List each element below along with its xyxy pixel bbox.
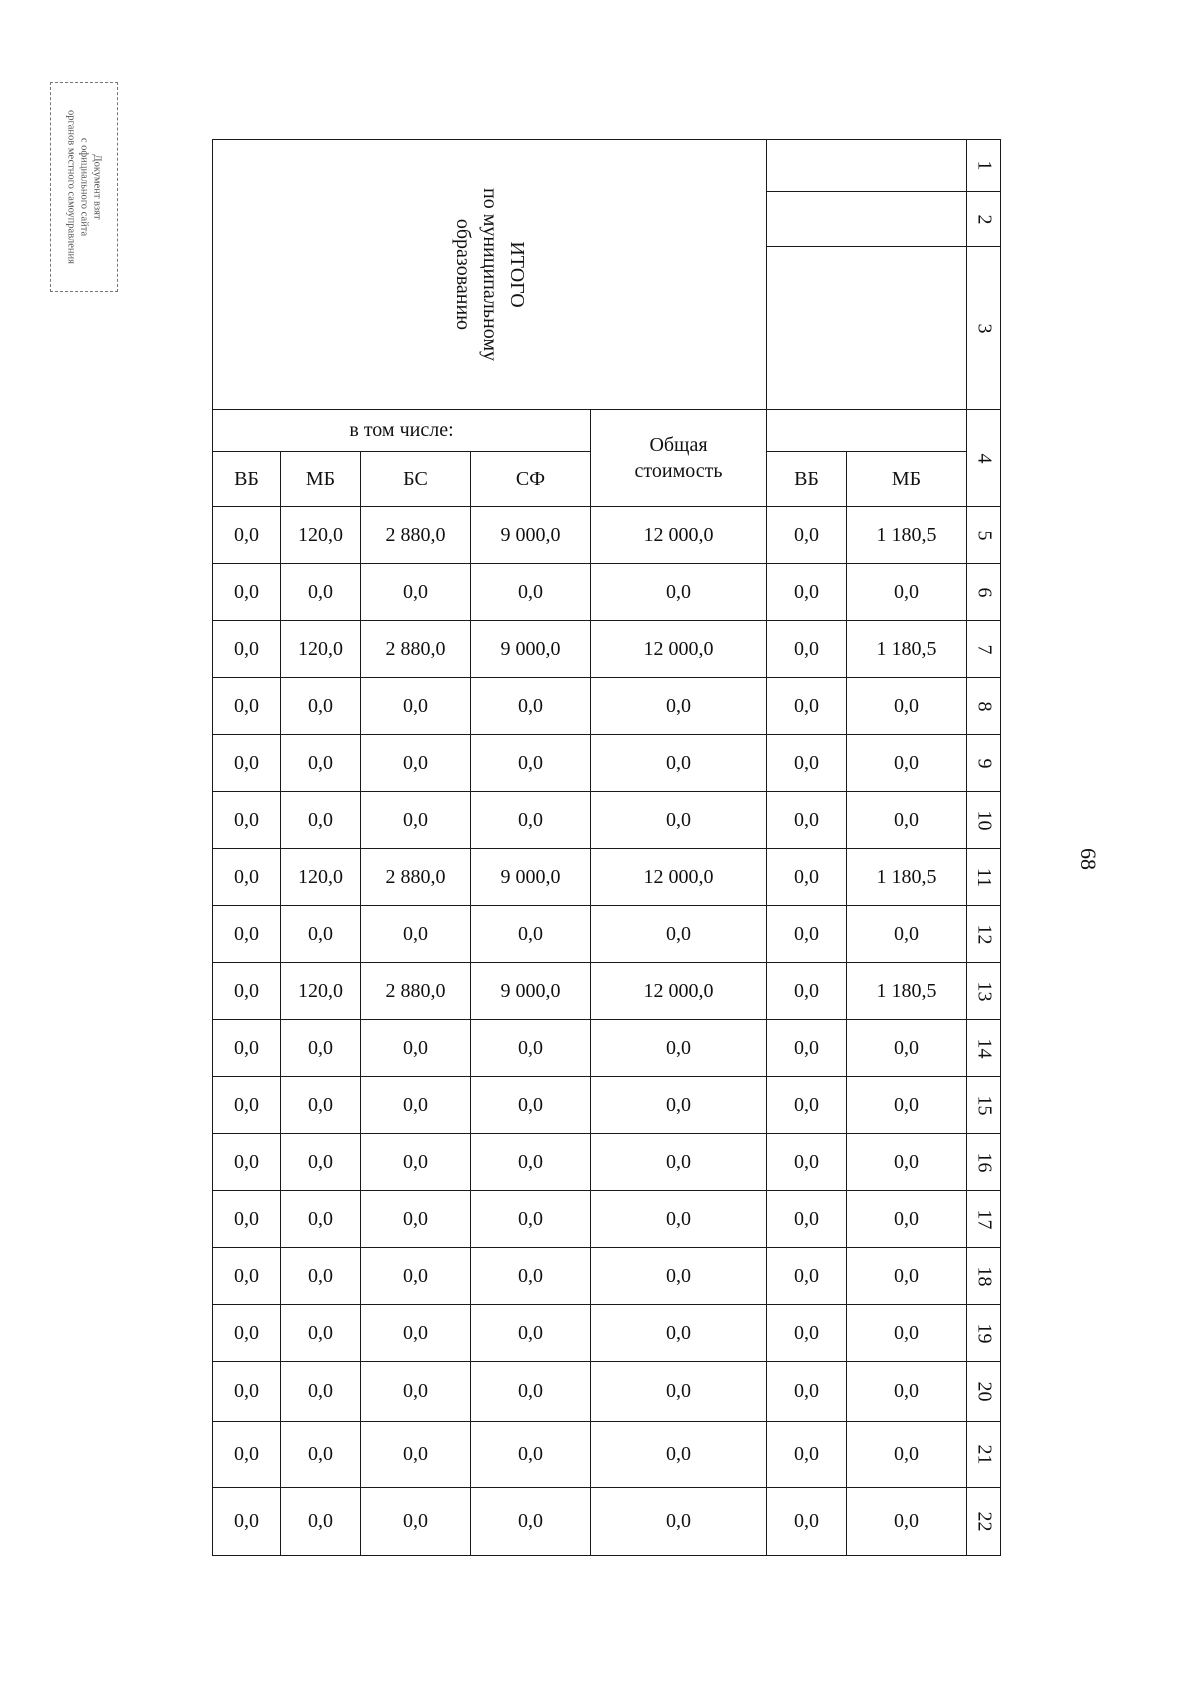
cell-mb2: 1 180,5 xyxy=(847,849,967,906)
cell-bs: 0,0 xyxy=(361,1020,471,1077)
cell-bs: 0,0 xyxy=(361,1134,471,1191)
cell-vb2: 0,0 xyxy=(767,1134,847,1191)
cell-vb: 0,0 xyxy=(213,735,281,792)
column-number: 6 xyxy=(967,564,1001,621)
cell-sf: 0,0 xyxy=(471,1362,591,1422)
column-number: 15 xyxy=(967,1077,1001,1134)
cell-total: 0,0 xyxy=(591,1248,767,1305)
cell-bs: 0,0 xyxy=(361,1305,471,1362)
column-number: 16 xyxy=(967,1134,1001,1191)
column-number: 1 xyxy=(967,140,1001,192)
cell-sf: 0,0 xyxy=(471,1305,591,1362)
column-header-sf: СФ xyxy=(471,452,591,507)
cell-total: 0,0 xyxy=(591,1362,767,1422)
cell-sf: 0,0 xyxy=(471,906,591,963)
cell-mb: 0,0 xyxy=(281,1305,361,1362)
cell-mb2: 0,0 xyxy=(847,564,967,621)
column-number: 8 xyxy=(967,678,1001,735)
cell-total: 12 000,0 xyxy=(591,621,767,678)
cell-sf: 0,0 xyxy=(471,792,591,849)
table-row xyxy=(213,1020,1001,1077)
cell-total: 0,0 xyxy=(591,906,767,963)
cell-bs: 0,0 xyxy=(361,1488,471,1556)
column-number: 4 xyxy=(967,410,1001,507)
cell-vb: 0,0 xyxy=(213,678,281,735)
cell-vb: 0,0 xyxy=(213,1077,281,1134)
cell-sf: 9 000,0 xyxy=(471,621,591,678)
cell-vb: 0,0 xyxy=(213,564,281,621)
cell-total: 12 000,0 xyxy=(591,507,767,564)
cell-bs: 0,0 xyxy=(361,1422,471,1488)
empty-cell xyxy=(767,140,967,192)
cell-total: 0,0 xyxy=(591,678,767,735)
cell-mb2: 0,0 xyxy=(847,1248,967,1305)
cell-total: 0,0 xyxy=(591,1422,767,1488)
title-line: по муниципальному xyxy=(478,187,501,362)
column-number: 18 xyxy=(967,1248,1001,1305)
column-number: 13 xyxy=(967,963,1001,1020)
table-row xyxy=(213,906,1001,963)
cell-mb: 120,0 xyxy=(281,621,361,678)
budget-table xyxy=(212,139,1001,1556)
table-row xyxy=(213,1134,1001,1191)
page-number: 68 xyxy=(1076,848,1101,870)
cell-mb2: 0,0 xyxy=(847,678,967,735)
stamp-text xyxy=(65,87,104,287)
cell-vb2: 0,0 xyxy=(767,1422,847,1488)
column-number: 3 xyxy=(967,247,1001,410)
cell-vb2: 0,0 xyxy=(767,1020,847,1077)
cell-sf: 0,0 xyxy=(471,1077,591,1134)
cell-total: 0,0 xyxy=(591,792,767,849)
cell-total: 0,0 xyxy=(591,564,767,621)
cell-sf: 9 000,0 xyxy=(471,849,591,906)
cell-mb: 0,0 xyxy=(281,1422,361,1488)
cell-bs: 0,0 xyxy=(361,1362,471,1422)
stamp-line: с официального сайта xyxy=(78,137,90,237)
cell-bs: 0,0 xyxy=(361,1191,471,1248)
cell-vb2: 0,0 xyxy=(767,906,847,963)
table-row xyxy=(213,507,1001,564)
cell-mb2: 0,0 xyxy=(847,1020,967,1077)
cell-mb2: 0,0 xyxy=(847,792,967,849)
cell-mb: 0,0 xyxy=(281,1134,361,1191)
cell-total: 0,0 xyxy=(591,1077,767,1134)
cell-mb2: 0,0 xyxy=(847,1077,967,1134)
empty-cell xyxy=(767,247,967,410)
cell-sf: 0,0 xyxy=(471,1422,591,1488)
column-number: 22 xyxy=(967,1488,1001,1556)
cell-vb2: 0,0 xyxy=(767,1077,847,1134)
table-row xyxy=(213,1488,1001,1556)
column-number: 21 xyxy=(967,1422,1001,1488)
cell-mb: 0,0 xyxy=(281,1077,361,1134)
column-number: 11 xyxy=(967,849,1001,906)
cell-vb2: 0,0 xyxy=(767,735,847,792)
cell-vb: 0,0 xyxy=(213,1422,281,1488)
cell-bs: 2 880,0 xyxy=(361,621,471,678)
cell-vb2: 0,0 xyxy=(767,849,847,906)
cell-mb2: 1 180,5 xyxy=(847,621,967,678)
table-row xyxy=(213,678,1001,735)
cell-mb: 0,0 xyxy=(281,1362,361,1422)
cell-bs: 0,0 xyxy=(361,678,471,735)
cell-sf: 0,0 xyxy=(471,1134,591,1191)
cell-mb2: 1 180,5 xyxy=(847,963,967,1020)
cell-sf: 0,0 xyxy=(471,1191,591,1248)
cell-total: 0,0 xyxy=(591,1191,767,1248)
cell-vb: 0,0 xyxy=(213,1020,281,1077)
cell-vb: 0,0 xyxy=(213,963,281,1020)
title-line: образованию xyxy=(451,218,474,331)
cell-mb2: 0,0 xyxy=(847,1362,967,1422)
cell-mb: 0,0 xyxy=(281,564,361,621)
cell-sf: 0,0 xyxy=(471,564,591,621)
header-row xyxy=(213,140,1001,192)
cell-vb: 0,0 xyxy=(213,507,281,564)
table-row xyxy=(213,849,1001,906)
title-line: ИТОГО xyxy=(505,241,528,308)
cell-bs: 0,0 xyxy=(361,792,471,849)
cell-vb2: 0,0 xyxy=(767,678,847,735)
empty-cell xyxy=(767,192,967,247)
column-number: 12 xyxy=(967,906,1001,963)
cell-mb: 120,0 xyxy=(281,963,361,1020)
cell-mb: 0,0 xyxy=(281,735,361,792)
cell-mb2: 0,0 xyxy=(847,1191,967,1248)
cell-total: 0,0 xyxy=(591,1134,767,1191)
cell-vb2: 0,0 xyxy=(767,792,847,849)
table-row xyxy=(213,792,1001,849)
column-number: 9 xyxy=(967,735,1001,792)
cell-bs: 0,0 xyxy=(361,735,471,792)
cell-total: 0,0 xyxy=(591,1488,767,1556)
title-cell xyxy=(213,140,767,410)
column-number: 7 xyxy=(967,621,1001,678)
column-number: 20 xyxy=(967,1362,1001,1422)
cell-mb: 120,0 xyxy=(281,507,361,564)
cell-vb: 0,0 xyxy=(213,621,281,678)
cell-sf: 0,0 xyxy=(471,1020,591,1077)
cell-mb: 0,0 xyxy=(281,678,361,735)
cell-mb2: 0,0 xyxy=(847,906,967,963)
cell-bs: 0,0 xyxy=(361,1077,471,1134)
column-number: 10 xyxy=(967,792,1001,849)
cell-sf: 0,0 xyxy=(471,1248,591,1305)
cell-vb2: 0,0 xyxy=(767,621,847,678)
cell-sf: 0,0 xyxy=(471,735,591,792)
table-row xyxy=(213,1422,1001,1488)
cell-sf: 9 000,0 xyxy=(471,963,591,1020)
cell-sf: 9 000,0 xyxy=(471,507,591,564)
cell-bs: 2 880,0 xyxy=(361,963,471,1020)
cell-mb: 0,0 xyxy=(281,1248,361,1305)
cell-mb: 0,0 xyxy=(281,906,361,963)
cell-mb: 0,0 xyxy=(281,792,361,849)
cell-total: 12 000,0 xyxy=(591,963,767,1020)
title-block xyxy=(449,188,530,361)
cell-mb: 0,0 xyxy=(281,1488,361,1556)
cell-bs: 2 880,0 xyxy=(361,849,471,906)
cell-vb2: 0,0 xyxy=(767,564,847,621)
column-number: 2 xyxy=(967,192,1001,247)
cell-bs: 0,0 xyxy=(361,1248,471,1305)
cell-vb: 0,0 xyxy=(213,1191,281,1248)
table-row xyxy=(213,564,1001,621)
header-row xyxy=(213,410,1001,452)
column-number: 5 xyxy=(967,507,1001,564)
cell-mb2: 0,0 xyxy=(847,1305,967,1362)
total-cost-header: Общая стоимость xyxy=(591,410,767,507)
cell-mb: 0,0 xyxy=(281,1020,361,1077)
column-number: 14 xyxy=(967,1020,1001,1077)
table-row xyxy=(213,1248,1001,1305)
cell-vb2: 0,0 xyxy=(767,1305,847,1362)
column-header-mb2: МБ xyxy=(847,452,967,507)
table-row xyxy=(213,621,1001,678)
cell-mb2: 0,0 xyxy=(847,1488,967,1556)
cell-sf: 0,0 xyxy=(471,678,591,735)
cell-vb: 0,0 xyxy=(213,1248,281,1305)
cell-vb2: 0,0 xyxy=(767,1362,847,1422)
cell-mb2: 0,0 xyxy=(847,1134,967,1191)
cell-mb2: 0,0 xyxy=(847,735,967,792)
column-header-vb: ВБ xyxy=(213,452,281,507)
cell-bs: 0,0 xyxy=(361,906,471,963)
column-header-bs: БС xyxy=(361,452,471,507)
cell-vb2: 0,0 xyxy=(767,963,847,1020)
cell-total: 0,0 xyxy=(591,1305,767,1362)
cell-mb: 0,0 xyxy=(281,1191,361,1248)
cell-total: 0,0 xyxy=(591,1020,767,1077)
stamp-line: Документ взят xyxy=(91,154,103,220)
cell-vb: 0,0 xyxy=(213,792,281,849)
column-header-vb2: ВБ xyxy=(767,452,847,507)
column-header-mb: МБ xyxy=(281,452,361,507)
cell-vb: 0,0 xyxy=(213,1134,281,1191)
cell-vb2: 0,0 xyxy=(767,1191,847,1248)
cell-total: 0,0 xyxy=(591,735,767,792)
cell-vb: 0,0 xyxy=(213,1488,281,1556)
cell-vb: 0,0 xyxy=(213,1362,281,1422)
cell-vb: 0,0 xyxy=(213,1305,281,1362)
table-row xyxy=(213,1305,1001,1362)
cell-bs: 0,0 xyxy=(361,564,471,621)
table-row xyxy=(213,1191,1001,1248)
cell-vb: 0,0 xyxy=(213,849,281,906)
table-row xyxy=(213,735,1001,792)
cell-vb2: 0,0 xyxy=(767,1248,847,1305)
stamp-line: органов местного самоуправления xyxy=(65,109,77,265)
cell-vb: 0,0 xyxy=(213,906,281,963)
table-row xyxy=(213,1362,1001,1422)
document-stamp xyxy=(50,82,118,292)
cell-vb2: 0,0 xyxy=(767,507,847,564)
column-number: 19 xyxy=(967,1305,1001,1362)
cell-sf: 0,0 xyxy=(471,1488,591,1556)
cell-vb2: 0,0 xyxy=(767,1488,847,1556)
empty-cell xyxy=(767,410,967,452)
table-row xyxy=(213,1077,1001,1134)
cell-total: 12 000,0 xyxy=(591,849,767,906)
table-row xyxy=(213,963,1001,1020)
cell-bs: 2 880,0 xyxy=(361,507,471,564)
cell-mb: 120,0 xyxy=(281,849,361,906)
column-number: 17 xyxy=(967,1191,1001,1248)
cell-mb2: 0,0 xyxy=(847,1422,967,1488)
cell-mb2: 1 180,5 xyxy=(847,507,967,564)
table-body xyxy=(213,140,1001,1556)
including-header: в том числе: xyxy=(213,410,591,452)
